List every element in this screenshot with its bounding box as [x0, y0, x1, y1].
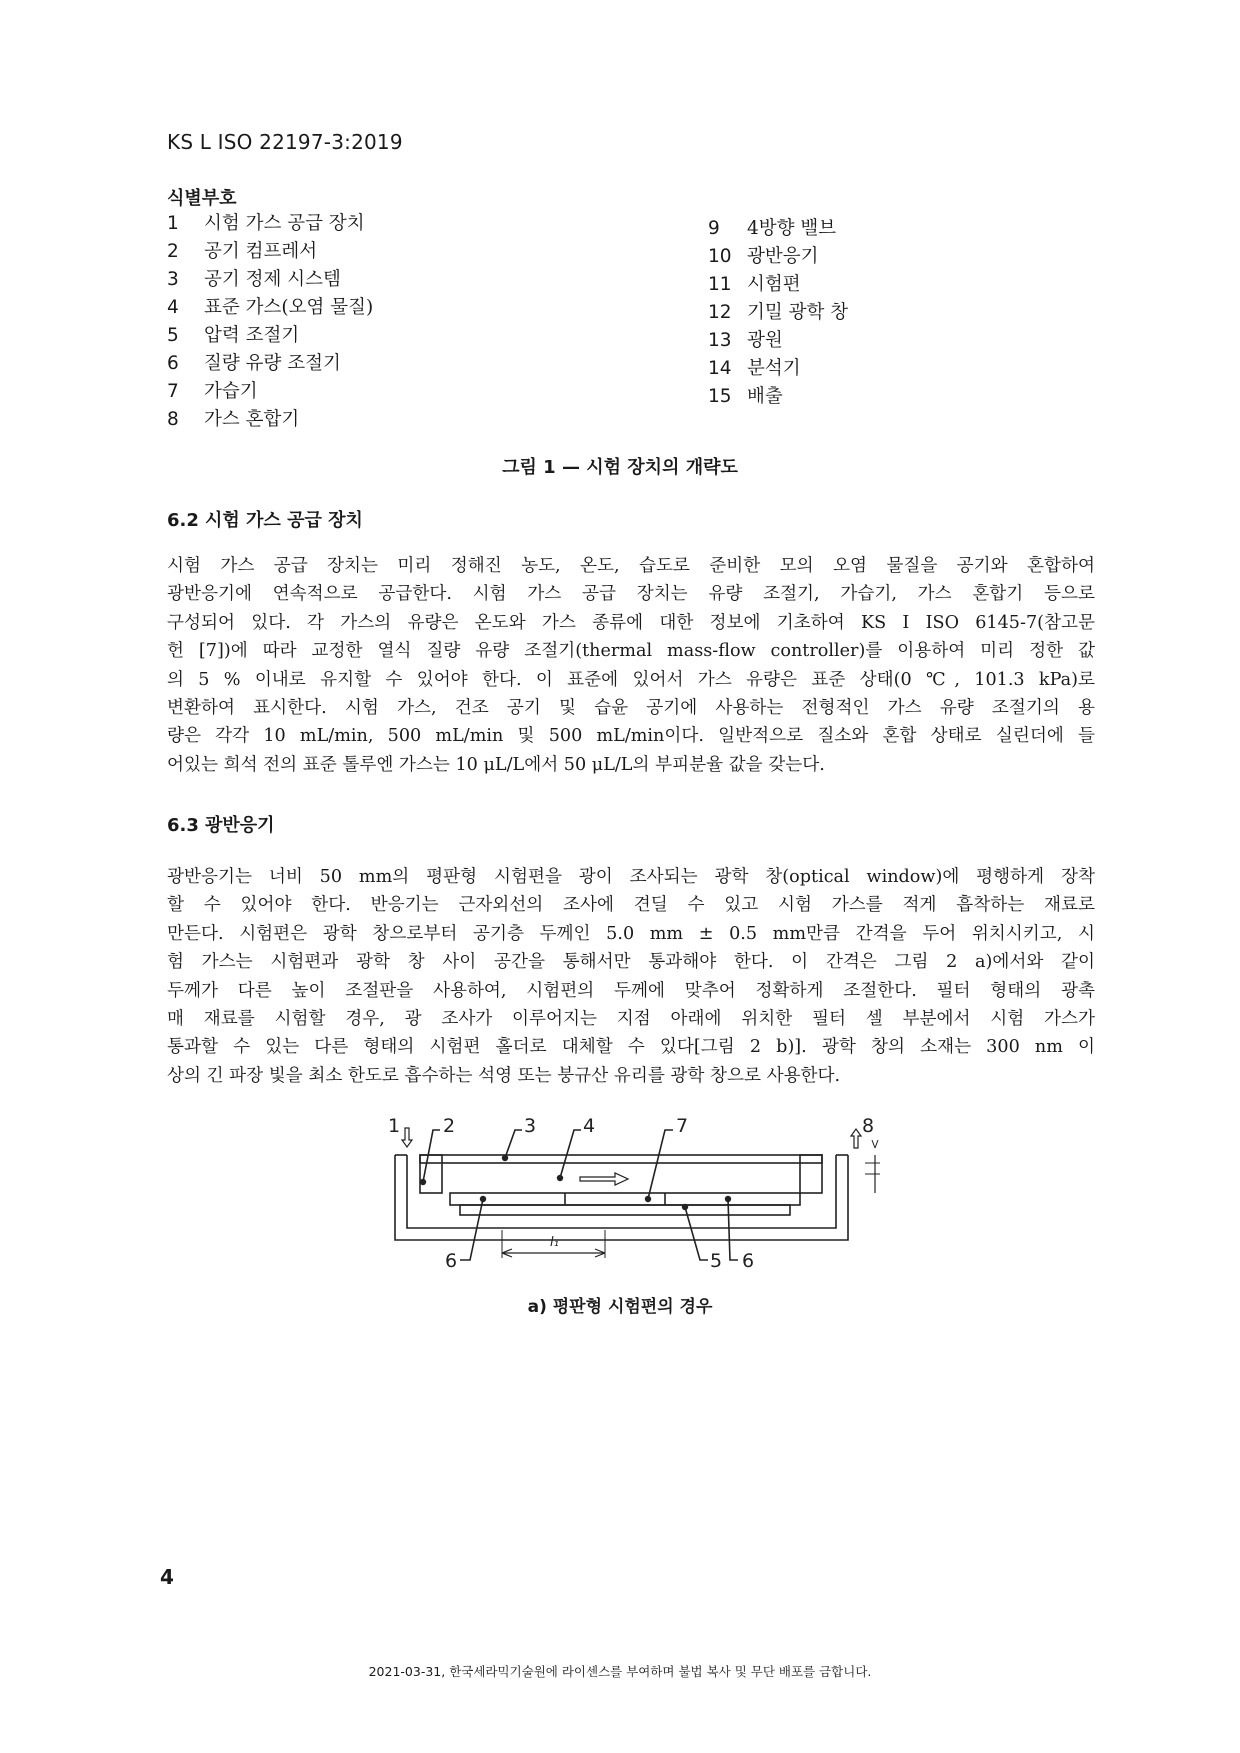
text-line: 변환하여 표시한다. 시험 가스, 건조 공기 및 습윤 공기에 사용하는 전형적인 가스 유량 조절기의 용 — [167, 697, 1095, 718]
figure-1-caption: 그림 1 — 시험 장치의 개략도 — [502, 457, 738, 478]
callout-4: 4 — [583, 1115, 596, 1137]
reactor-housing-inner — [407, 1155, 836, 1228]
text-line: 광반응기에 연속적으로 공급한다. 시험 가스 공급 장치는 유량 조절기, 가습기, 가스 혼합기 등으로 — [167, 584, 1095, 605]
test-piece — [450, 1193, 800, 1205]
legend-item: 2 공기 컴프레서 — [167, 241, 318, 262]
callout-6-left: 6 — [445, 1250, 458, 1272]
legend-item: 5 압력 조절기 — [167, 325, 300, 346]
legend-item: 13 광원 — [708, 330, 783, 351]
section-heading-6-2: 6.2 시험 가스 공급 장치 — [167, 510, 363, 531]
text-line: 의 5 % 이내로 유지할 수 있어야 한다. 이 표준에 있어서 가스 유량은 표준 상태(0 ℃, 101.3 kPa)로 — [167, 669, 1095, 690]
callout-5: 5 — [710, 1250, 723, 1272]
dimension-label-l1: l₁ — [550, 1235, 559, 1250]
text-line: 상의 긴 파장 빛을 최소 한도로 흡수하는 석영 또는 붕규산 유리를 광학 창으로 사용한다. — [167, 1065, 841, 1086]
legend-item: 14 분석기 — [708, 358, 801, 379]
legend-item: 15 배출 — [708, 386, 783, 407]
text-line: 량은 각각 10 mL/min, 500 mL/min 및 500 mL/min이다. 일반적으로 질소와 혼합 상태로 실린더에 들 — [167, 726, 1095, 747]
text-line: 시험 가스 공급 장치는 미리 정해진 농도, 온도, 습도로 준비한 모의 오염 물질을 공기와 혼합하여 — [167, 556, 1095, 576]
legend-item: 1 시험 가스 공급 장치 — [167, 213, 365, 234]
callout-8: 8 — [862, 1115, 875, 1137]
text-line: 두께가 다른 높이 조절판을 사용하여, 시험편의 두께에 맞추어 정확하게 조절한다. 필터 형태의 광촉 — [167, 980, 1095, 1001]
text-line: 광반응기는 너비 50 mm의 평판형 시험편을 광이 조사되는 광학 창(optical window)에 평행하게 장착 — [167, 867, 1095, 887]
legend-item: 6 질량 유량 조절기 — [167, 353, 341, 374]
text-line: 매 재료를 시험할 경우, 광 조사가 이루어지는 지점 아래에 위치한 필터 셀 부분에서 시험 가스가 — [167, 1008, 1095, 1029]
legend-item: 9 4방향 밸브 — [708, 218, 837, 239]
text-line: 구성되어 있다. 각 가스의 유량은 온도와 가스 종류에 대한 정보에 기초하여 KS I ISO 6145-7(참고문 — [167, 612, 1095, 633]
optical-window — [420, 1155, 822, 1163]
legend-item: 4 표준 가스(오염 물질) — [167, 297, 374, 318]
callout-6-right: 6 — [742, 1250, 755, 1272]
outlet-block — [800, 1155, 822, 1193]
photoreactor-diagram — [380, 1110, 880, 1280]
legend-item: 10 광반응기 — [708, 246, 819, 267]
flow-arrow — [580, 1173, 628, 1185]
text-line: 통과할 수 있는 다른 형태의 시험편 홀더로 대체할 수 있다[그림 2 b)]. 광학 창의 소재는 300 nm 이 — [167, 1037, 1095, 1058]
text-line: 험 가스는 시험편과 광학 창 사이 공간을 통해서만 통과해야 한다. 이 간격은 그림 2 a)에서와 같이 — [167, 952, 1095, 973]
legend-right-list — [708, 215, 848, 411]
callout-3: 3 — [524, 1115, 537, 1137]
text-line: 어있는 희석 전의 표준 톨루엔 가스는 10 μL/L에서 50 μL/L의 부피분율 값을 갖는다. — [167, 754, 825, 775]
standard-code: KS L ISO 22197-3:2019 — [167, 130, 403, 154]
text-line: 헌 [7])에 따라 교정한 열식 질량 유량 조절기(thermal mass-flow controller)를 이용하여 미리 정한 값 — [167, 641, 1095, 662]
legend-item: 12 기밀 광학 창 — [708, 302, 849, 323]
page-number: 4 — [160, 1565, 174, 1589]
legend-title: 식별부호 — [167, 188, 237, 209]
figure-2a-caption: a) 평판형 시험편의 경우 — [527, 1297, 713, 1317]
inlet-arrow-icon — [402, 1128, 412, 1147]
license-footer: 2021-03-31, 한국세라믹기술원에 라이센스를 부여하며 불법 복사 및 무단 배포를 금합니다. — [368, 1664, 872, 1679]
legend-left-list — [167, 210, 373, 434]
callout-1: 1 — [388, 1115, 401, 1137]
section-heading-6-3: 6.3 광반응기 — [167, 815, 275, 836]
callout-7: 7 — [676, 1115, 689, 1137]
text-line: 할 수 있어야 한다. 반응기는 근자외선의 조사에 견딜 수 있고 시험 가스를 적게 흡착하는 재료로 — [167, 895, 1095, 916]
callout-2: 2 — [443, 1115, 456, 1137]
spacer-plate — [460, 1205, 790, 1215]
paragraph-6-2 — [167, 552, 1095, 779]
legend-item: 7 가습기 — [167, 381, 258, 402]
legend-item: 11 시험편 — [708, 274, 801, 295]
text-line: 만든다. 시험편은 광학 창으로부터 공기층 두께인 5.0 mm ± 0.5 mm만큼 간격을 두어 위치시키고, 시 — [167, 923, 1095, 944]
outlet-arrow-icon — [851, 1129, 861, 1148]
legend-item: 3 공기 정제 시스템 — [167, 269, 341, 290]
inlet-block — [420, 1155, 442, 1193]
dimension-line-l1 — [502, 1249, 605, 1257]
paragraph-6-3 — [167, 863, 1095, 1090]
legend-item: 8 가스 혼합기 — [167, 409, 300, 430]
